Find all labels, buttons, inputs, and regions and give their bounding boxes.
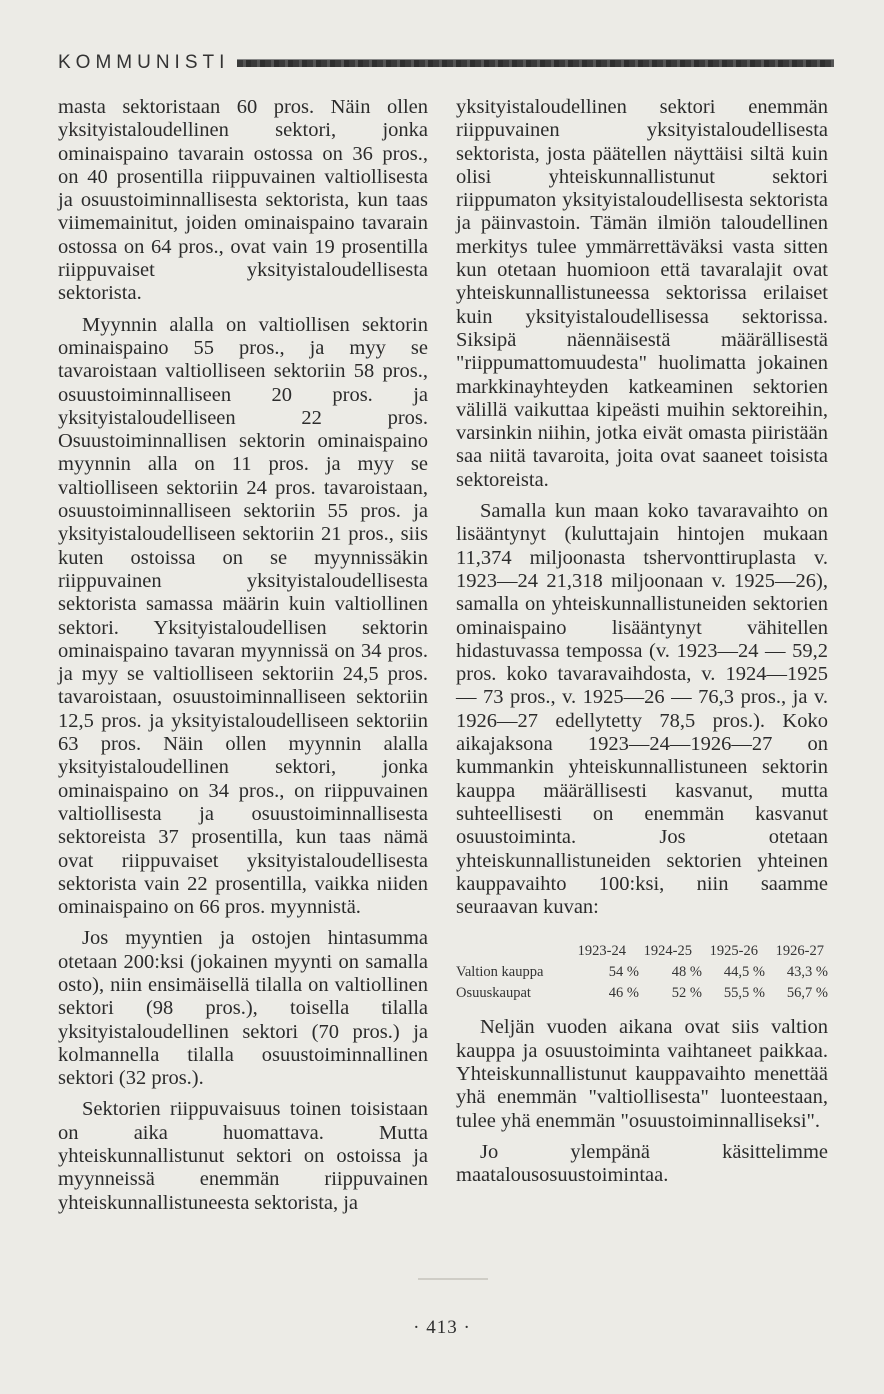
paragraph: yksityistaloudellinen sektori enemmän riippuvainen yksityistaloudellisesta sektorista, josta päätellen näyttäisi siltä kuin olisi yhteiskunnallistunut sektori riippumaton yksityistaloudellisesta sektorista ja päinvastoin. Tämän ilmiön taloudellinen merkitys tulee ymmärrettäväksi vasta sitten kun otetaan huomioon että tavaralajit ovat yhteiskunnallistuneessa sektorissa erilaiset kuin yksityistaloudellisessa sektorissa. Siksipä näennäisestä määrällisestä "riippumattomuudesta" huolimatta jokainen markkinayhteyden katkeaminen sektorien välillä vaikuttaa kipeästi muihin sektoreihin, varsinkin niihin, jotka eivät omasta piiristään saa niitä tavaroita, joita ovat saaneet toisista sektoreista. <box>456 96 828 491</box>
paragraph: Myynnin alalla on valtiollisen sektorin ominaispaino 55 pros., ja myy se tavaroistaan valtiolliseen sektoriin 58 pros., osuustoiminnalliseen 20 pros. ja yksityistaloudelliseen 22 pros. Osuustoiminnallisen sektorin ominaispaino myynnin alla on 11 pros. ja myy se valtiolliseen sektoriin 24 pros. tavaroistaan, osuustoiminnalliseen sektoriin 55 pros. ja yksityistaloudelliseen sektoriin 21 pros., siis kuten ostoissa on se myynnissäkin riippuvainen yksityistaloudellisesta sektorista samassa määrin kuin valtiollinen sektori. Yksityistaloudellisen sektorin ominaispaino tavaran myynnissä on 34 pros. ja myy se valtiolliseen sektoriin 24,5 pros. tavaroistaan, osuustoiminnalliseen sektoriin 12,5 pros. ja yksityistaloudelliseen sektoriin 63 pros. Näin ollen myynnin alalla yksityistaloudellinen sektori, jonka ominaispaino on 34 pros., on riippuvainen valtiollisesta ja osuustoiminnallisesta sektoreista 37 prosentilla, kun taas nämä ovat riippuvaiset yksityistaloudellisesta sektorista vain 22 prosentilla, vaikka niiden ominaispaino on 66 pros. myynnistä. <box>58 313 428 919</box>
stats-header-row <box>456 941 828 962</box>
stats-column-header: 1923-24 <box>577 943 626 960</box>
header-rule <box>237 59 834 67</box>
stats-row <box>456 962 828 983</box>
left-column <box>58 96 428 1215</box>
stats-column-header: 1926-27 <box>775 943 824 960</box>
right-column <box>456 96 828 1187</box>
page-header <box>58 48 834 78</box>
stats-table <box>456 941 828 1004</box>
paragraph: Jos myyntien ja ostojen hintasumma otetaan 200:ksi (jokainen myynti on samalla osto), niin ensimäisellä tilalla on valtiollinen sektori (98 pros.), toisella tilalla yksityistaloudellinen sektori (70 pros.) ja kolmannella tilalla osuustoiminnallinen sektori (32 pros.). <box>58 927 428 1090</box>
paragraph: Jo ylempänä käsittelimme maatalousosuustoimintaa. <box>456 1140 828 1187</box>
stats-column-header: 1925-26 <box>709 943 758 960</box>
stats-cell: 43,3 % <box>786 964 828 981</box>
stats-cell: 55,5 % <box>723 985 765 1002</box>
stats-cell: 44,5 % <box>723 964 765 981</box>
paragraph: Neljän vuoden aikana ovat siis valtion kauppa ja osuustoiminta vaihtaneet paikkaa. Yhteiskunnallistunut kauppavaihto menettää yhä enemmän "valtiollisesta" luonteestaan, tulee yhä enemmän "osuustoiminnalliseksi". <box>456 1016 828 1132</box>
stats-cell: 48 % <box>671 964 702 981</box>
stats-cell: 52 % <box>671 985 702 1002</box>
stats-cell: 46 % <box>608 985 639 1002</box>
paragraph: masta sektoristaan 60 pros. Näin ollen yksityistaloudellinen sektori, jonka ominaispaino tavarain ostossa on 36 pros., on 40 prosentilla riippuvainen valtiollisesta ja osuustoiminnallisesta sektorista, kun taas viimemainitut, joiden ominaispaino tavarain ostossa on 64 pros., ovat vain 19 prosentilla riippuvaiset yksityistaloudellisesta sektorista. <box>58 96 428 305</box>
stats-row-label: Valtion kauppa <box>456 964 544 981</box>
paragraph: Samalla kun maan koko tavaravaihto on lisääntynyt (kuluttajain hintojen mukaan 11,374 miljoonasta tshervonttiruplasta v. 1923—24 21,318 miljoonaan v. 1925—26), samalla on yhteiskunnallistuneiden sektorien ominaispaino lisääntynyt vähitellen hidastuvassa tempossa (v. 1923—24 — 59,2 pros. koko tavaravaihdosta, v. 1924—1925 — 73 pros., v. 1925—26 — 76,3 pros., ja v. 1926—27 edellytetty 78,5 pros.). Koko aikajaksona 1923—24—1926—27 on kummankin yhteiskunnallistuneen sektorin kauppa määrällisesti kasvanut, mutta suhteellisesti on enemmän kasvanut osuustoiminta. Jos otetaan yhteiskunnallistuneiden sektorien yhteinen kauppavaihto 100:ksi, niin saamme seuraavan kuvan: <box>456 500 828 919</box>
running-head: KOMMUNISTI <box>58 52 230 73</box>
stats-cell: 56,7 % <box>786 985 828 1002</box>
stats-row <box>456 983 828 1004</box>
stats-column-header: 1924-25 <box>643 943 692 960</box>
paragraph: Sektorien riippuvaisuus toinen toisistaan on aika huomattava. Mutta yhteiskunnallistunut sektori on ostoissa ja myynneissä enemmän riippuvainen yhteiskunnallistuneesta sektorista, ja <box>58 1098 428 1214</box>
stats-row-label: Osuuskaupat <box>456 985 531 1002</box>
page-number: · 413 · <box>413 1317 471 1338</box>
print-mark <box>418 1278 488 1280</box>
stats-cell: 54 % <box>608 964 639 981</box>
